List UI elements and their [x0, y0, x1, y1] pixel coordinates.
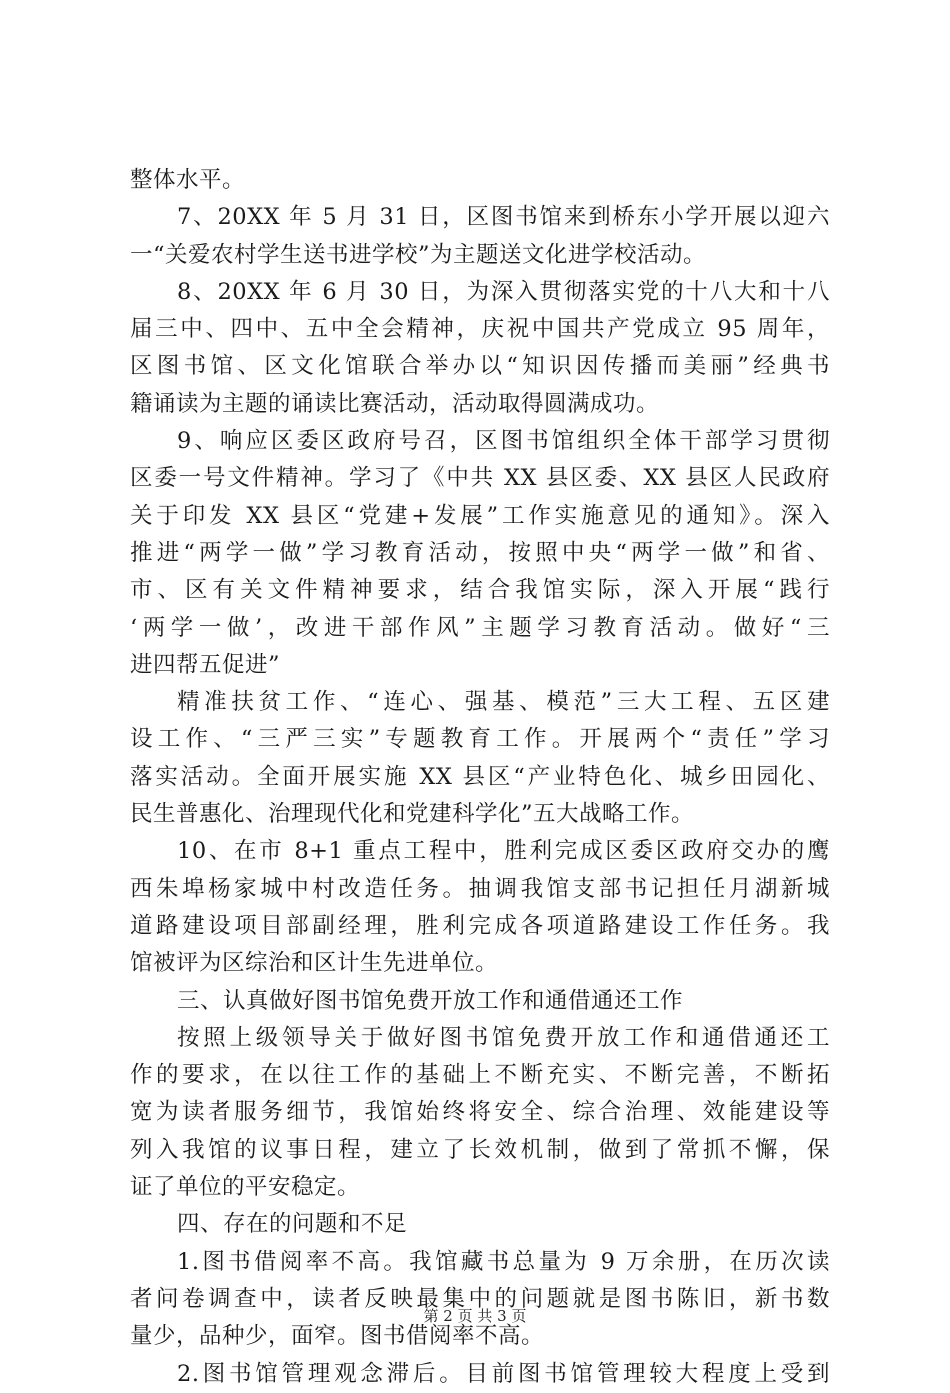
text-line: 8、20XX 年 6 月 30 日，为深入贯彻落实党的十八大和十八 [177, 278, 830, 305]
text-line: 推进“两学一做”学习教育活动，按照中央“两学一做”和省、 [130, 539, 830, 566]
text-line: 设工作、“三严三实”专题教育工作。开展两个“责任”学习 [130, 726, 830, 753]
text-line: 一“关爱农村学生送书进学校”为主题送文化进学校活动。 [130, 241, 707, 268]
text-line: 道路建设项目部副经理，胜利完成各项道路建设工作任务。我 [130, 912, 830, 939]
text-line: 7、20XX 年 5 月 31 日，区图书馆来到桥东小学开展以迎六 [177, 204, 830, 231]
text-line: 进四帮五促进” [130, 651, 281, 678]
text-line: 作的要求，在以往工作的基础上不断充实、不断完善，不断拓 [130, 1062, 830, 1089]
text-line: 关于印发 XX 县区“党建+发展”工作实施意见的通知》。深入 [130, 502, 830, 529]
text-line: 区委一号文件精神。学习了《中共 XX 县区委、XX 县区人民政府 [130, 465, 830, 492]
text-line: 按照上级领导关于做好图书馆免费开放工作和通借通还工 [177, 1024, 830, 1051]
text-line: 落实活动。全面开展实施 XX 县区“产业特色化、城乡田园化、 [130, 763, 830, 790]
text-line: 者问卷调查中，读者反映最集中的问题就是图书陈旧，新书数 [130, 1285, 830, 1312]
text-line: 西朱埠杨家城中村改造任务。抽调我馆支部书记担任月湖新城 [130, 875, 830, 902]
text-line: 民生普惠化、治理现代化和党建科学化”五大战略工作。 [130, 801, 695, 828]
text-line: 市、区有关文件精神要求，结合我馆实际，深入开展“践行 [130, 577, 830, 604]
text-line: 2.图书馆管理观念滞后。目前图书馆管理较大程度上受到 [177, 1360, 830, 1387]
text-line: 区图书馆、区文化馆联合举办以“知识因传播而美丽”经典书 [130, 353, 830, 380]
text-line: 量少，品种少，面窄。图书借阅率不高。 [130, 1323, 545, 1350]
text-line: 1.图书借阅率不高。我馆藏书总量为 9 万余册，在历次读 [177, 1248, 830, 1275]
text-line: 整体水平。 [130, 167, 246, 193]
text-line: 届三中、四中、五中全会精神，庆祝中国共产党成立 95 周年， [130, 316, 830, 343]
text-line: 宽为读者服务细节，我馆始终将安全、综合治理、效能建设等 [130, 1099, 830, 1126]
text-line: 馆被评为区综治和区计生先进单位。 [130, 950, 499, 977]
text-line: 四、存在的问题和不足 [177, 1211, 408, 1238]
text-line: 精准扶贫工作、“连心、强基、模范”三大工程、五区建 [177, 689, 830, 716]
text-line: 9、响应区委区政府号召，区图书馆组织全体干部学习贯彻 [177, 428, 830, 455]
text-line: 10、在市 8+1 重点工程中，胜利完成区委区政府交办的鹰 [177, 838, 830, 865]
text-line: 列入我馆的议事日程，建立了长效机制，做到了常抓不懈，保 [130, 1136, 830, 1163]
text-line: ‘两学一做’，改进干部作风”主题学习教育活动。做好“三 [130, 614, 830, 641]
document-body [130, 162, 830, 1393]
text-line: 三、认真做好图书馆免费开放工作和通借通还工作 [177, 987, 684, 1014]
text-line: 证了单位的平安稳定。 [130, 1174, 361, 1201]
text-line: 籍诵读为主题的诵读比赛活动，活动取得圆满成功。 [130, 390, 660, 417]
page-footer: 第 2 页 共 3 页 [423, 1307, 527, 1325]
